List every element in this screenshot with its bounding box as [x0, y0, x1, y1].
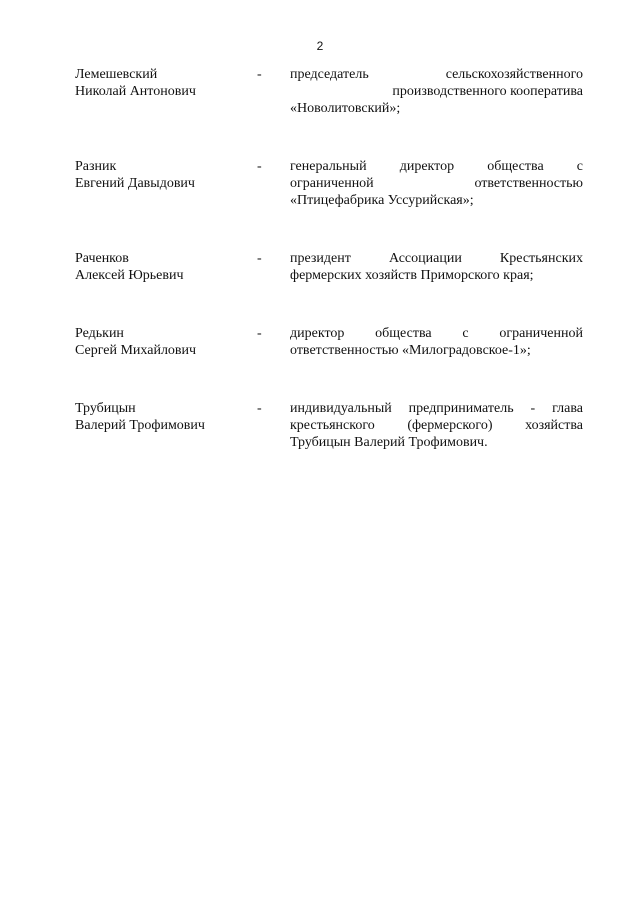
list-item	[75, 250, 583, 284]
role-description	[290, 325, 583, 359]
dash-separator: -	[257, 326, 262, 341]
surname: Разник	[75, 159, 117, 174]
role-line: крестьянского (фермерского) хозяйства	[290, 418, 583, 433]
role-line: «Птицефабрика Уссурийская»;	[290, 193, 474, 208]
surname: Трубицын	[75, 401, 136, 416]
role-description	[290, 400, 583, 451]
role-line: производственного кооператива	[392, 84, 583, 99]
given-names: Евгений Давыдович	[75, 176, 195, 191]
role-line: индивидуальный предприниматель - глава	[290, 401, 583, 416]
given-names: Алексей Юрьевич	[75, 268, 184, 283]
surname: Лемешевский	[75, 67, 158, 82]
list-item	[75, 158, 583, 209]
role-line: «Новолитовский»;	[290, 101, 401, 116]
dash-separator: -	[257, 251, 262, 266]
list-item	[75, 400, 583, 451]
given-names: Николай Антонович	[75, 84, 196, 99]
dash-separator: -	[257, 159, 262, 174]
role-line: генеральный директор общества с	[290, 159, 583, 174]
list-item	[75, 325, 583, 359]
role-line: директор общества с ограниченной	[290, 326, 583, 341]
role-line: Трубицын Валерий Трофимович.	[290, 435, 488, 450]
person-name	[75, 250, 257, 284]
role-description	[290, 66, 583, 117]
role-line: фермерских хозяйств Приморского края;	[290, 268, 534, 283]
members-list	[75, 66, 583, 451]
role-description	[290, 158, 583, 209]
given-names: Сергей Михайлович	[75, 343, 197, 358]
page-number: 2	[316, 39, 324, 53]
person-name	[75, 158, 257, 192]
dash-separator: -	[257, 67, 262, 82]
surname: Раченков	[75, 251, 129, 266]
role-line: ответственностью «Милоградовское-1»;	[290, 343, 531, 358]
given-names: Валерий Трофимович	[75, 418, 205, 433]
person-name	[75, 66, 257, 100]
role-description	[290, 250, 583, 284]
person-name	[75, 325, 257, 359]
role-line: президент Ассоциации Крестьянских	[290, 251, 583, 266]
list-item	[75, 66, 583, 117]
role-line: председатель сельскохозяйственного	[290, 67, 583, 82]
role-line: ограниченной ответственностью	[290, 176, 583, 191]
dash-separator: -	[257, 401, 262, 416]
person-name	[75, 400, 257, 434]
surname: Редькин	[75, 326, 124, 341]
